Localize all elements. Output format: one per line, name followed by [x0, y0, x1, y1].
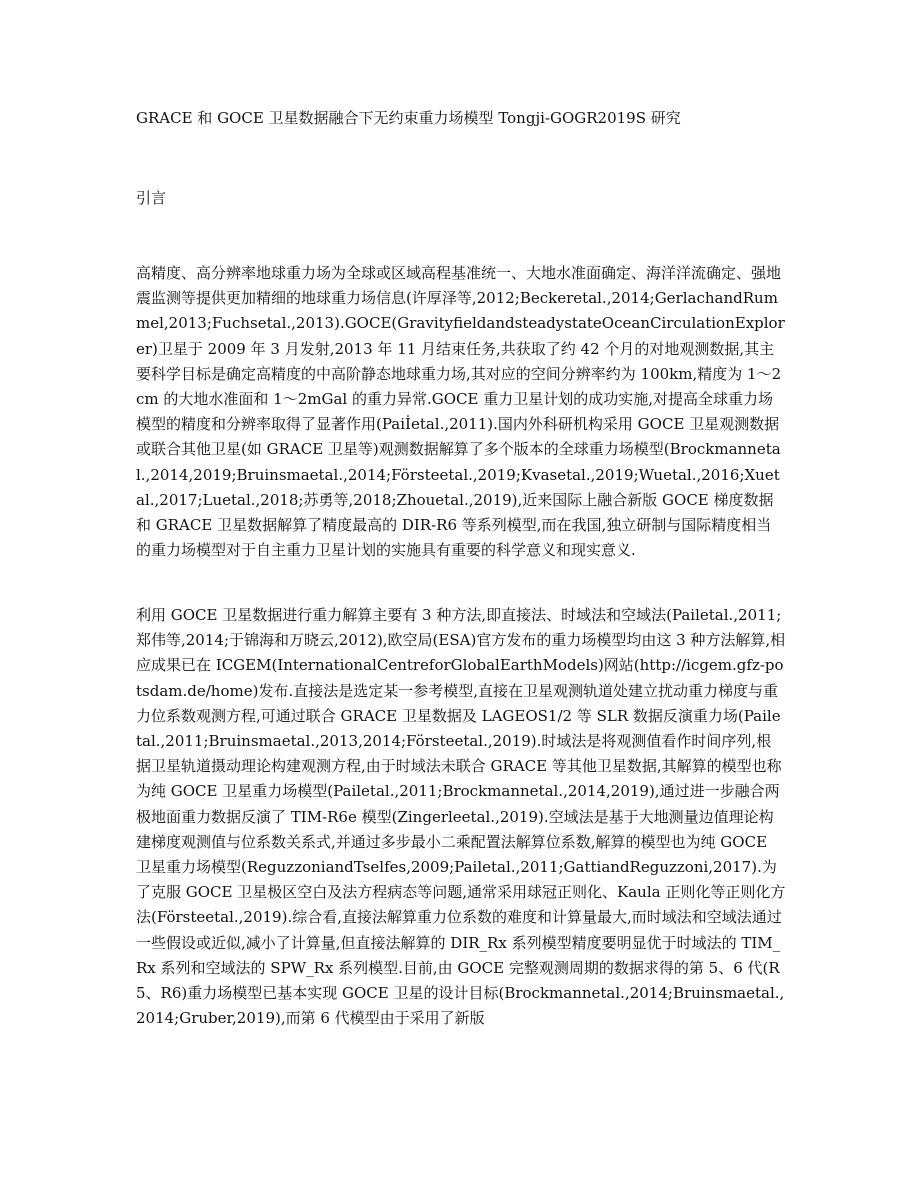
paragraph-2: 利用 GOCE 卫星数据进行重力解算主要有 3 种方法,即直接法、时域法和空域法(Pailetal.,2011;郑伟等,2014;于锦海和万晓云,2012),欧空局(ESA)官方发布的重力场模型均由这 3 种方法解算,相应成果已在 ICGEM(InternationalCentreforGlobalEarthModels)网站(http://icgem.gfz-potsdam.de/home)发布.直接法是选定某一参考模型,直接在卫星观测轨道处建立扰动重力梯度与重力位系数观测方程,可通过联合 GRACE 卫星数据及 LAGEOS1/2 等 SLR 数据反演重力场(Pailetal.,2011;Bruinsmaetal.,2013,2014;Försteetal.,2019).时域法是将观测值看作时间序列,根据卫星轨道摄动理论构建观测方程,由于时域法未联合 GRACE 等其他卫星数据,其解算的模型也称为纯 GOCE 卫星重力场模型(Pailetal.,2011;Brockmannetal.,2014,2019),通过进一步融合两极地面重力数据反演了 TIM-R6e 模型(Zingerleetal.,2019).空域法是基于大地测量边值理论构建梯度观测值与位系数关系式,并通过多步最小二乘配置法解算位系数,解算的模型也为纯 GOCE 卫星重力场模型(ReguzzoniandTselfes,2009;Pailetal.,2011;GattiandReguzzoni,2017).为了克服 GOCE 卫星极区空白及法方程病态等问题,通常采用球冠正则化、Kaula 正则化等正则化方法(Försteetal.,2019).综合看,直接法解算重力位系数的难度和计算量最大,而时域法和空域法通过一些假设或近似,减小了计算量,但直接法解算的 DIR_Rx 系列模型精度要明显优于时域法的 TIM_Rx 系列和空域法的 SPW_Rx 系列模型.目前,由 GOCE 完整观测周期的数据求得的第 5、6 代(R5、R6)重力场模型已基本实现 GOCE 卫星的设计目标(Brockmannetal.,2014;Bruinsmaetal.,2014;Gruber,2019),而第 6 代模型由于采用了新版 [136, 606, 786, 1028]
section-heading: 引言 [136, 189, 167, 207]
document-title: GRACE 和 GOCE 卫星数据融合下无约束重力场模型 Tongji-GOGR2019S 研究 [136, 109, 681, 127]
paragraph-1: 高精度、高分辨率地球重力场为全球或区域高程基准统一、大地水准面确定、海洋洋流确定、强地震监测等提供更加精细的地球重力场信息(许厚泽等,2012;Beckeretal.,2014;GerlachandRummel,2013;Fuchsetal.,2013).GOCE(GravityfieldandsteadystateOceanCirculationExplorer)卫星于 2009 年 3 月发射,2013 年 11 月结束任务,共获取了约 42 个月的对地观测数据,其主要科学目标是确定高精度的中高阶静态地球重力场,其对应的空间分辨率约为 100km,精度为 1～2cm 的大地水准面和 1～2mGal 的重力异常.GOCE 重力卫星计划的成功实施,对提高全球重力场模型的精度和分辨率取得了显著作用(Paiİetal.,2011).国内外科研机构采用 GOCE 卫星观测数据或联合其他卫星(如 GRACE 卫星等)观测数据解算了多个版本的全球重力场模型(Brockmannetal.,2014,2019;Bruinsmaetal.,2014;Försteetal.,2019;Kvasetal.,2019;Wuetal.,2016;Xuetal.,2017;Luetal.,2018;苏勇等,2018;Zhouetal.,2019),近来国际上融合新版 GOCE 梯度数据和 GRACE 卫星数据解算了精度最高的 DIR-R6 等系列模型,而在我国,独立研制与国际精度相当的重力场模型对于自主重力卫星计划的实施具有重要的科学意义和现实意义. [136, 264, 785, 560]
